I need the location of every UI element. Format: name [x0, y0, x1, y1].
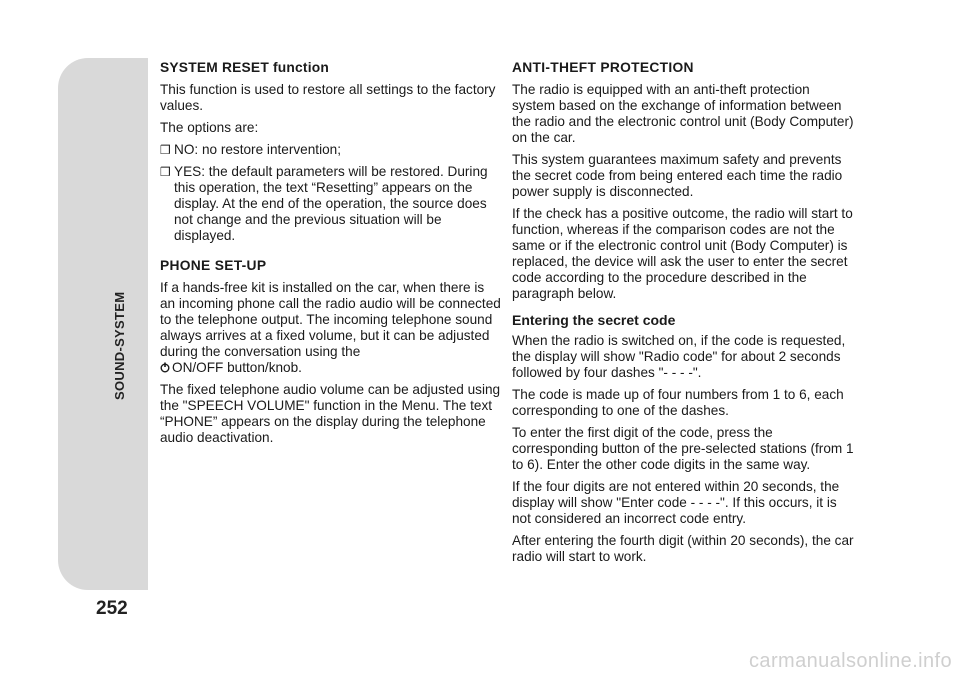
- paragraph-text: If a hands-free kit is installed on the car, when there is an incoming phone call the radio audio will be connected to the telephone output. The incoming telephone sound always arrives at a fixed volume, but it can be adjusted during the conversation using the: [160, 280, 501, 359]
- system-reset-title-bold: SYSTEM RESET: [160, 60, 269, 75]
- sidebar-tab: [58, 58, 148, 590]
- paragraph: This function is used to restore all settings to the factory values.: [160, 82, 496, 113]
- system-reset-heading: [160, 60, 502, 76]
- paragraph: The options are:: [160, 120, 259, 135]
- secret-code-heading: Entering the secret code: [512, 312, 676, 328]
- page-number: 252: [96, 598, 128, 619]
- phone-setup-heading: PHONE SET-UP: [160, 258, 267, 273]
- paragraph: The radio is equipped with an anti-theft protection system based on the exchange of information between the radio and the electronic control unit (Body Computer) on the car.: [512, 82, 854, 145]
- paragraph: After entering the fourth digit (within 20 seconds), the car radio will start to work.: [512, 533, 854, 564]
- paragraph: If the four digits are not entered within 20 seconds, the display will show "Enter code - - - -". If this occurs, it is not considered an incorrect code entry.: [512, 479, 840, 526]
- option-text: NO: no restore intervention;: [174, 142, 341, 157]
- option-text: YES: the default parameters will be restored. During this operation, the text “Resetting” appears on the display. At the end of the operation, the source does not change and the previous situation will be displayed.: [174, 164, 488, 243]
- sidebar: [0, 0, 148, 679]
- left-column: [160, 60, 502, 452]
- paragraph: If the check has a positive outcome, the radio will start to function, whereas if the comparison codes are not the same or if the electronic control unit (Body Computer) is replaced, the device will ask the user to enter the secret code according to the procedure described in the paragraph below.: [512, 206, 853, 301]
- paragraph: [160, 280, 502, 376]
- system-reset-title-rest: function: [268, 60, 330, 75]
- watermark: carmanualsonline.info: [749, 650, 952, 672]
- paragraph: When the radio is switched on, if the code is requested, the display will show "Radio code" for about 2 seconds followed by four dashes "- - - -".: [512, 333, 846, 380]
- anti-theft-heading: ANTI-THEFT PROTECTION: [512, 60, 694, 75]
- section-label-text: SOUND-SYSTEM: [112, 291, 127, 400]
- option-item: [160, 142, 502, 158]
- right-column: [512, 60, 854, 571]
- checkbox-bullet-icon: ❒: [160, 165, 171, 179]
- power-knob-icon: [160, 362, 170, 373]
- paragraph-text-tail: ON/OFF button/knob.: [172, 360, 302, 375]
- option-item: [160, 164, 502, 244]
- paragraph: The fixed telephone audio volume can be adjusted using the "SPEECH VOLUME" function in the Menu. The text “PHONE” appears on the display during the telephone audio deactivation.: [160, 382, 501, 445]
- paragraph: The code is made up of four numbers from 1 to 6, each corresponding to one of the dashes.: [512, 387, 844, 418]
- checkbox-bullet-icon: ❒: [160, 143, 171, 157]
- paragraph: This system guarantees maximum safety and prevents the secret code from being entered each time the radio power supply is disconnected.: [512, 152, 843, 199]
- paragraph: To enter the first digit of the code, press the corresponding button of the pre-selected stations (from 1 to 6). Enter the other code digits in the same way.: [512, 425, 854, 472]
